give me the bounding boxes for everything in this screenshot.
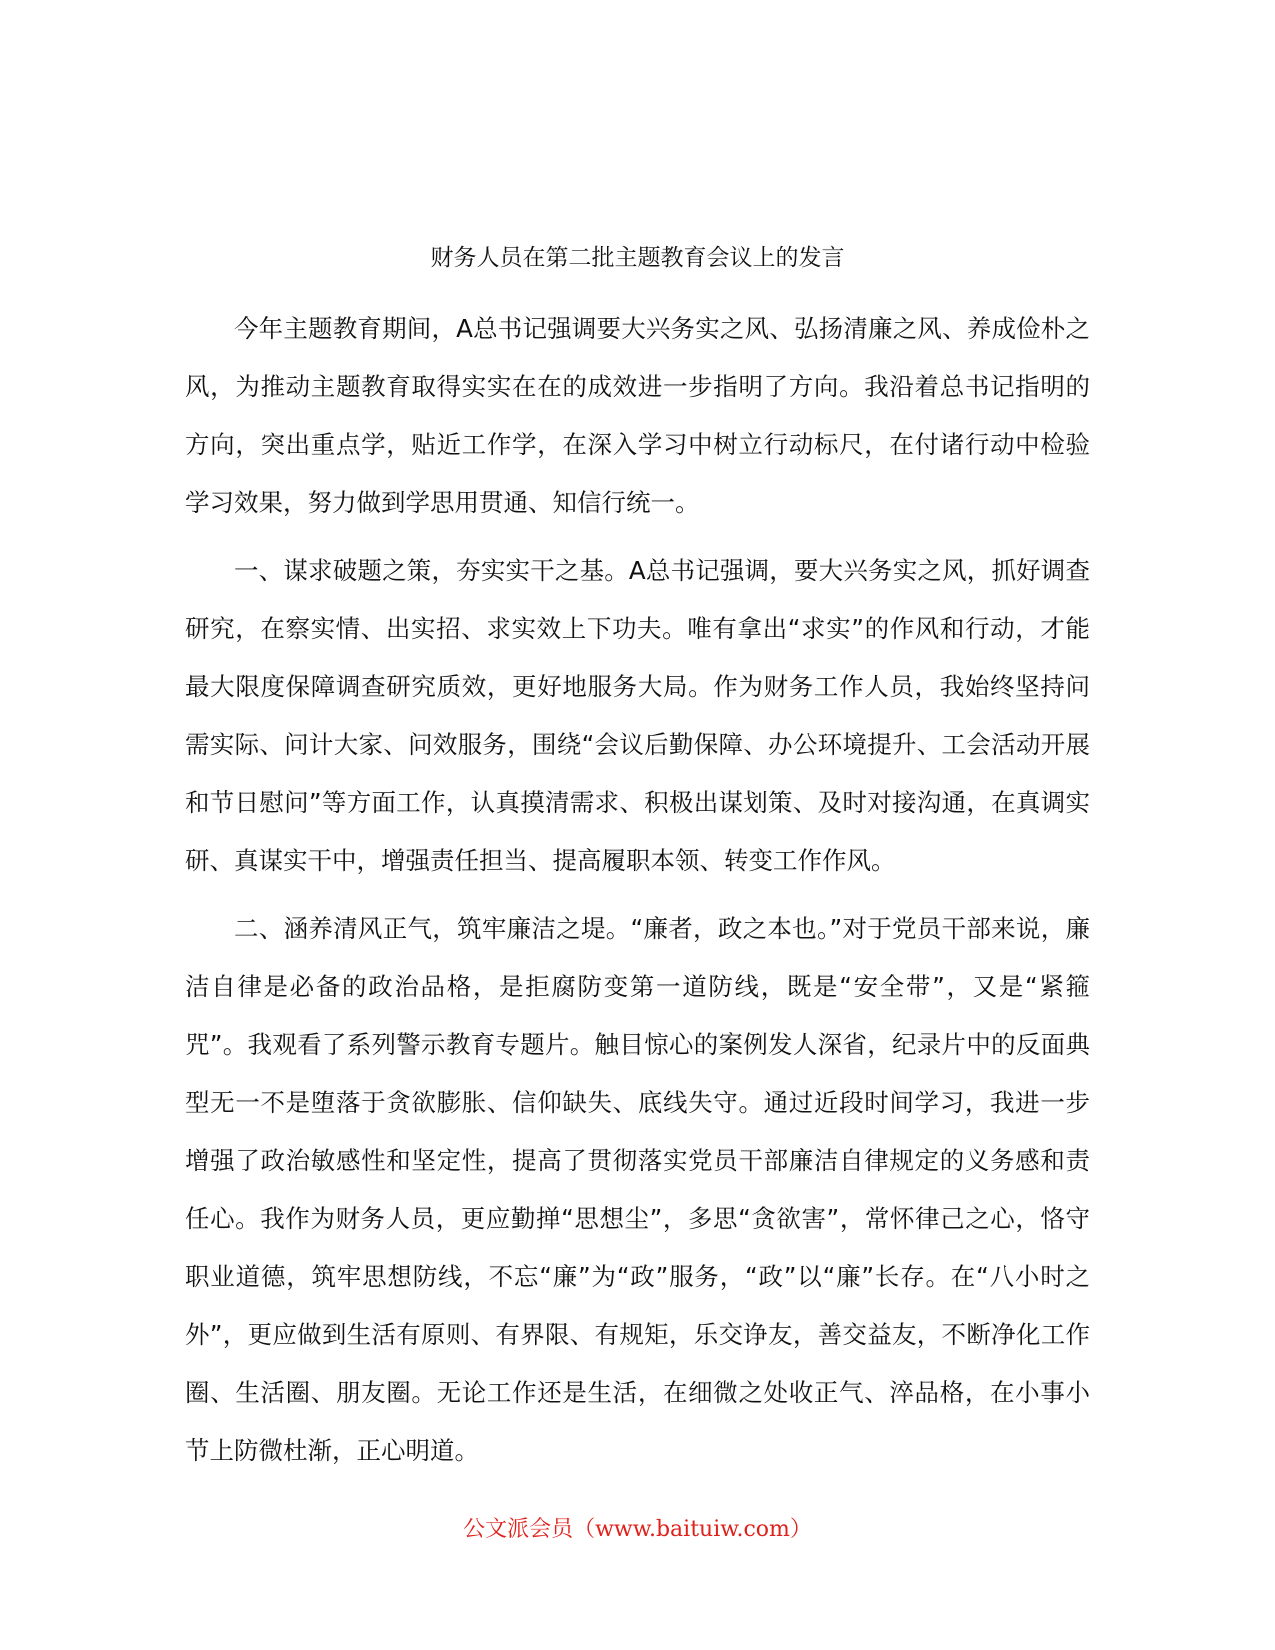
- document-title: 财务人员在第二批主题教育会议上的发言: [430, 245, 845, 271]
- paragraph-section-two: 二、涵养清风正气，筑牢廉洁之堤。“廉者，政之本也。”对于党员干部来说，廉洁自律是必备的政治品格，是拒腐防变第一道防线，既是“安全带”，又是“紧箍咒”。我观看了系列警示教育专题片。触目惊心的案例发人深省，纪录片中的反面典型无一不是堕落于贪欲膨胀、信仰缺失、底线失守。通过近段时间学习，我进一步增强了政治敏感性和坚定性，提高了贯彻落实党员干部廉洁自律规定的义务感和责任心。我作为财务人员，更应勤掸“思想尘”，多思“贪欲害”，常怀律己之心，恪守职业道德，筑牢思想防线，不忘“廉”为“政”服务，“政”以“廉”长存。在“八小时之外”，更应做到生活有原则、有界限、有规矩，乐交诤友，善交益友，不断净化工作圈、生活圈、朋友圈。无论工作还是生活，在细微之处收正气、淬品格，在小事小节上防微杜渐，正心明道。: [185, 914, 1090, 1465]
- watermark-close: ）: [789, 1517, 812, 1542]
- paragraph-intro: 今年主题教育期间，A总书记强调要大兴务实之风、弘扬清廉之风、养成俭朴之风，为推动主题教育取得实实在在的成效进一步指明了方向。我沿着总书记指明的方向，突出重点学，贴近工作学，在深入学习中树立行动标尺，在付诸行动中检验学习效果，努力做到学思用贯通、知信行统一。: [185, 314, 1090, 517]
- watermark-brand: 公文派会员（: [463, 1517, 596, 1542]
- footer-watermark: [0, 1514, 1275, 1546]
- paragraph-section-one: 一、谋求破题之策，夯实实干之基。A总书记强调，要大兴务实之风，抓好调查研究，在察实情、出实招、求实效上下功夫。唯有拿出“求实”的作风和行动，才能最大限度保障调查研究质效，更好地服务大局。作为财务工作人员，我始终坚持问需实际、问计大家、问效服务，围绕“会议后勤保障、办公环境提升、工会活动开展和节日慰问”等方面工作，认真摸清需求、积极出谋划策、及时对接沟通，在真调实研、真谋实干中，增强责任担当、提高履职本领、转变工作作风。: [185, 556, 1090, 875]
- watermark-url: www.baituiw.com: [595, 1517, 790, 1542]
- document-body: [185, 300, 1090, 1490]
